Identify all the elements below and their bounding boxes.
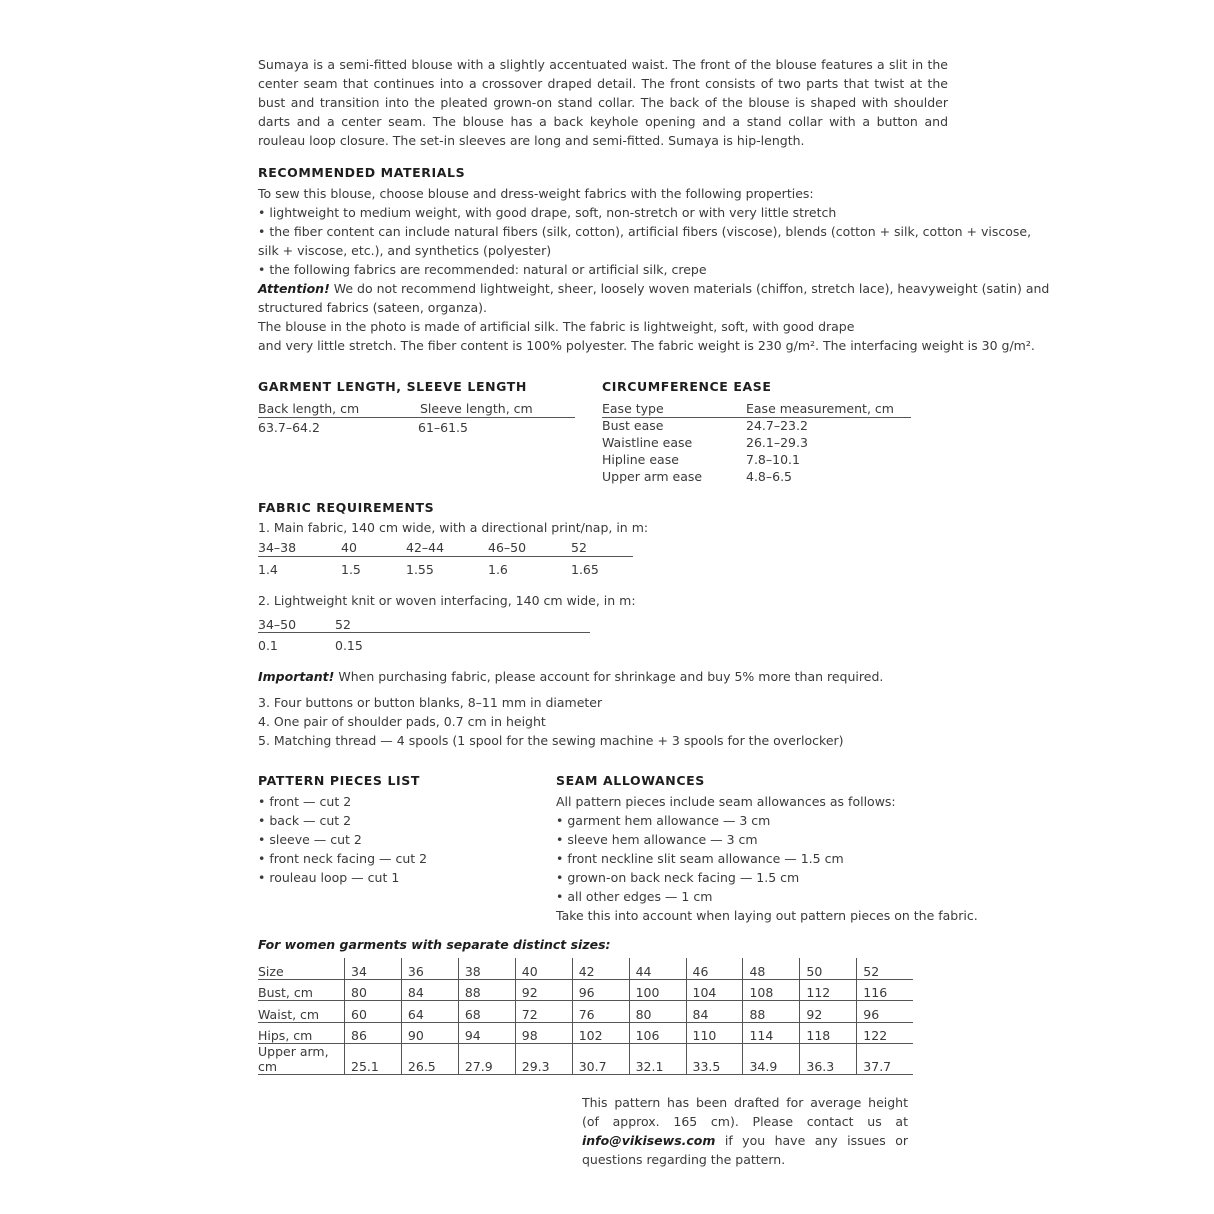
materials-line: and very little stretch. The fiber content is 100% polyester. The fabric weight is 230 g/m². The interfacing weight is 30 g/m². bbox=[258, 338, 1035, 353]
divider bbox=[258, 632, 590, 633]
table-cell: 94 bbox=[458, 1022, 515, 1044]
materials-line: To sew this blouse, choose blouse and dress-weight fabrics with the following properties: bbox=[258, 186, 814, 201]
list-item: • front neck facing — cut 2 bbox=[258, 851, 428, 866]
ease-type: Upper arm ease bbox=[602, 469, 703, 484]
main-value: 1.6 bbox=[488, 562, 508, 577]
table-cell: 38 bbox=[458, 958, 515, 979]
table-row bbox=[258, 1001, 913, 1023]
row-label: Upper arm, cm bbox=[258, 1044, 345, 1075]
list-item: 4. One pair of shoulder pads, 0.7 cm in height bbox=[258, 714, 546, 729]
ease-value: 4.8–6.5 bbox=[746, 469, 793, 484]
divider bbox=[258, 417, 575, 418]
table-cell: 86 bbox=[345, 1022, 402, 1044]
main-size: 40 bbox=[341, 540, 357, 555]
list-item: • back — cut 2 bbox=[258, 813, 352, 828]
table-cell: 42 bbox=[572, 958, 629, 979]
row-label: Hips, cm bbox=[258, 1022, 345, 1044]
table-cell: 72 bbox=[515, 1001, 572, 1023]
size-table-caption: For women garments with separate distinct sizes: bbox=[258, 937, 611, 952]
ease-heading: CIRCUMFERENCE EASE bbox=[602, 379, 772, 394]
main-fabric-title: 1. Main fabric, 140 cm wide, with a directional print/nap, in m: bbox=[258, 520, 649, 535]
list-item: • sleeve — cut 2 bbox=[258, 832, 362, 847]
table-cell: 30.7 bbox=[572, 1044, 629, 1075]
interfacing-size: 52 bbox=[335, 617, 351, 632]
main-size: 52 bbox=[571, 540, 587, 555]
table-cell: 102 bbox=[572, 1022, 629, 1044]
table-cell: 98 bbox=[515, 1022, 572, 1044]
main-size: 42–44 bbox=[406, 540, 445, 555]
materials-heading: RECOMMENDED MATERIALS bbox=[258, 165, 466, 180]
table-cell: 34.9 bbox=[743, 1044, 800, 1075]
materials-line: • the following fabrics are recommended: natural or artificial silk, crepe bbox=[258, 262, 707, 277]
table-cell: 104 bbox=[686, 979, 743, 1001]
main-value: 1.5 bbox=[341, 562, 361, 577]
table-cell: 84 bbox=[401, 979, 458, 1001]
table-cell: 92 bbox=[515, 979, 572, 1001]
contact-email[interactable]: info@vikisews.com bbox=[582, 1133, 716, 1148]
table-cell: 84 bbox=[686, 1001, 743, 1023]
table-cell: 25.1 bbox=[345, 1044, 402, 1075]
ease-value: 26.1–29.3 bbox=[746, 435, 808, 450]
table-cell: 80 bbox=[629, 1001, 686, 1023]
table-cell: 118 bbox=[800, 1022, 857, 1044]
attention-label: Attention! bbox=[258, 281, 330, 296]
seams-outro: Take this into account when laying out pattern pieces on the fabric. bbox=[556, 908, 978, 923]
table-cell: 88 bbox=[743, 1001, 800, 1023]
main-size: 34–38 bbox=[258, 540, 297, 555]
table-cell: 122 bbox=[857, 1022, 913, 1044]
list-item: • all other edges — 1 cm bbox=[556, 889, 713, 904]
table-cell: 32.1 bbox=[629, 1044, 686, 1075]
table-cell: 26.5 bbox=[401, 1044, 458, 1075]
table-cell: 36 bbox=[401, 958, 458, 979]
table-cell: 36.3 bbox=[800, 1044, 857, 1075]
table-cell: 37.7 bbox=[857, 1044, 913, 1075]
footer-note: This pattern has been drafted for average height (of approx. 165 cm). Please contact us at info@vikisews.com if you have any issues or questions regarding the pattern. bbox=[582, 1095, 908, 1167]
materials-line: The blouse in the photo is made of artificial silk. The fabric is lightweight, soft, with good drape bbox=[258, 319, 855, 334]
seams-intro: All pattern pieces include seam allowances as follows: bbox=[556, 794, 896, 809]
table-row bbox=[258, 958, 913, 979]
pieces-list bbox=[258, 792, 427, 887]
ease-measure-header: Ease measurement, cm bbox=[746, 401, 894, 416]
table-cell: 108 bbox=[743, 979, 800, 1001]
main-value: 1.4 bbox=[258, 562, 278, 577]
garment-length-heading: GARMENT LENGTH, SLEEVE LENGTH bbox=[258, 379, 527, 394]
main-size: 46–50 bbox=[488, 540, 527, 555]
back-length-value: 63.7–64.2 bbox=[258, 420, 320, 435]
table-cell: 29.3 bbox=[515, 1044, 572, 1075]
table-row bbox=[258, 1022, 913, 1044]
interfacing-title: 2. Lightweight knit or woven interfacing, 140 cm wide, in m: bbox=[258, 593, 636, 608]
divider bbox=[258, 556, 633, 557]
interfacing-size: 34–50 bbox=[258, 617, 297, 632]
list-item: 3. Four buttons or button blanks, 8–11 mm in diameter bbox=[258, 695, 603, 710]
list-item: • rouleau loop — cut 1 bbox=[258, 870, 400, 885]
table-cell: 64 bbox=[401, 1001, 458, 1023]
ease-value: 24.7–23.2 bbox=[746, 418, 808, 433]
table-cell: 100 bbox=[629, 979, 686, 1001]
table-cell: 50 bbox=[800, 958, 857, 979]
materials-line: • the fiber content can include natural fibers (silk, cotton), artificial fibers (viscose), blends (cotton + silk, cotton + viscose, bbox=[258, 224, 1032, 239]
table-row bbox=[258, 979, 913, 1001]
important-label: Important! bbox=[258, 669, 335, 684]
seams-heading: SEAM ALLOWANCES bbox=[556, 773, 705, 788]
interfacing-value: 0.1 bbox=[258, 638, 278, 653]
ease-type: Hipline ease bbox=[602, 452, 679, 467]
table-cell: 52 bbox=[857, 958, 913, 979]
size-table bbox=[258, 958, 913, 1075]
table-cell: 92 bbox=[800, 1001, 857, 1023]
interfacing-value: 0.15 bbox=[335, 638, 363, 653]
row-label: Size bbox=[258, 958, 345, 979]
ease-type: Bust ease bbox=[602, 418, 664, 433]
table-cell: 46 bbox=[686, 958, 743, 979]
table-cell: 40 bbox=[515, 958, 572, 979]
list-item: • front neckline slit seam allowance — 1.5 cm bbox=[556, 851, 844, 866]
table-cell: 106 bbox=[629, 1022, 686, 1044]
back-length-header: Back length, cm bbox=[258, 401, 360, 416]
table-cell: 116 bbox=[857, 979, 913, 1001]
table-cell: 60 bbox=[345, 1001, 402, 1023]
table-cell: 68 bbox=[458, 1001, 515, 1023]
fabric-heading: FABRIC REQUIREMENTS bbox=[258, 500, 435, 515]
list-item: • sleeve hem allowance — 3 cm bbox=[556, 832, 758, 847]
table-cell: 90 bbox=[401, 1022, 458, 1044]
list-item: • grown-on back neck facing — 1.5 cm bbox=[556, 870, 800, 885]
table-cell: 80 bbox=[345, 979, 402, 1001]
intro-paragraph: Sumaya is a semi-fitted blouse with a slightly accentuated waist. The front of the blouse features a slit in the center seam that continues into a crossover draped detail. The front consists of two parts that twist at the bust and transition into the pleated grown-on stand collar. The back of the blouse is shaped with shoulder darts and a center seam. The blouse has a back keyhole opening and a stand collar with a button and rouleau loop closure. The set-in sleeves are long and semi-fitted. Sumaya is hip-length. bbox=[258, 57, 948, 148]
list-item: 5. Matching thread — 4 spools (1 spool for the sewing machine + 3 spools for the overlocker) bbox=[258, 733, 844, 748]
pieces-heading: PATTERN PIECES LIST bbox=[258, 773, 420, 788]
table-cell: 34 bbox=[345, 958, 402, 979]
table-row bbox=[258, 1044, 913, 1075]
main-value: 1.55 bbox=[406, 562, 434, 577]
table-cell: 48 bbox=[743, 958, 800, 979]
notions-list bbox=[258, 693, 948, 750]
seams-list bbox=[556, 792, 978, 925]
table-cell: 112 bbox=[800, 979, 857, 1001]
main-value: 1.65 bbox=[571, 562, 599, 577]
materials-line: • lightweight to medium weight, with good drape, soft, non-stretch or with very little stretch bbox=[258, 205, 837, 220]
table-cell: 96 bbox=[572, 979, 629, 1001]
table-cell: 33.5 bbox=[686, 1044, 743, 1075]
list-item: • garment hem allowance — 3 cm bbox=[556, 813, 771, 828]
row-label: Waist, cm bbox=[258, 1001, 345, 1023]
table-cell: 114 bbox=[743, 1022, 800, 1044]
materials-section bbox=[258, 184, 1050, 355]
sleeve-length-value: 61–61.5 bbox=[418, 420, 468, 435]
ease-type-header: Ease type bbox=[602, 401, 664, 416]
sleeve-length-header: Sleeve length, cm bbox=[420, 401, 533, 416]
table-cell: 96 bbox=[857, 1001, 913, 1023]
attention-line: Attention! We do not recommend lightweight, sheer, loosely woven materials (chiffon, stretch lace), heavyweight (satin) and bbox=[258, 281, 1050, 296]
ease-value: 7.8–10.1 bbox=[746, 452, 800, 467]
table-cell: 88 bbox=[458, 979, 515, 1001]
table-cell: 27.9 bbox=[458, 1044, 515, 1075]
ease-type: Waistline ease bbox=[602, 435, 693, 450]
materials-line: structured fabrics (sateen, organza). bbox=[258, 300, 487, 315]
important-note: Important! When purchasing fabric, please account for shrinkage and buy 5% more than required. bbox=[258, 669, 884, 684]
table-cell: 76 bbox=[572, 1001, 629, 1023]
list-item: • front — cut 2 bbox=[258, 794, 352, 809]
materials-line: silk + viscose, etc.), and synthetics (polyester) bbox=[258, 243, 552, 258]
row-label: Bust, cm bbox=[258, 979, 345, 1001]
table-cell: 44 bbox=[629, 958, 686, 979]
table-cell: 110 bbox=[686, 1022, 743, 1044]
